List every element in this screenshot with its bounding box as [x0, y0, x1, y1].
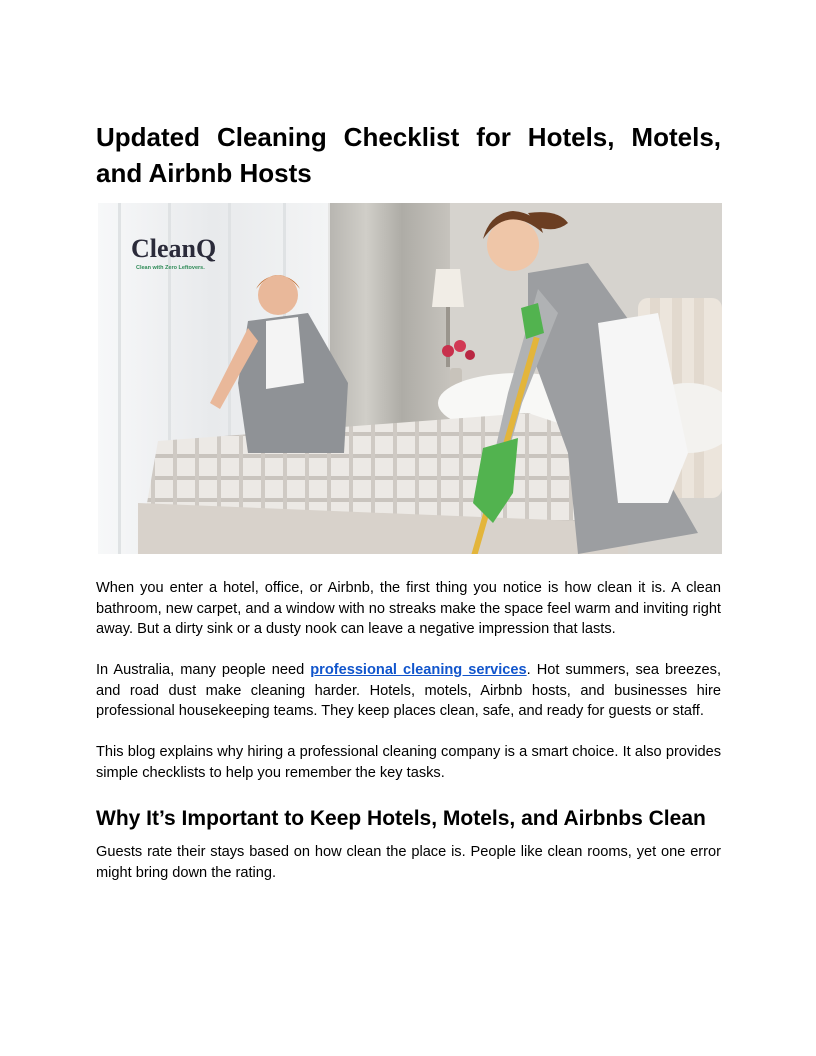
hero-photo-illustration: [98, 203, 722, 554]
section-heading-importance: Why It’s Important to Keep Hotels, Motels, and Airbnbs Clean: [96, 807, 706, 830]
hero-image: [98, 203, 722, 554]
paragraph-australia-lead: In Australia, many people need: [96, 662, 311, 678]
paragraph-intro: When you enter a hotel, office, or Airbnb, the first thing you notice is how clean it is. A clean bathroom, new carpet, and a window with no streaks make the space feel warm and inviting right away. But a dirty sink or a dusty nook can leave a negative impression that lasts.: [96, 580, 721, 637]
cleanq-logo: [131, 234, 216, 271]
paragraph-guest-ratings: Guests rate their stays based on how clean the place is. People like clean rooms, yet one error might bring down the rating.: [96, 844, 721, 881]
logo-wordmark: CleanQ: [131, 234, 217, 263]
paragraph-blog-purpose: This blog explains why hiring a professional cleaning company is a smart choice. It also provides simple checklists to help you remember the key tasks.: [96, 744, 721, 781]
professional-cleaning-services-link[interactable]: professional cleaning services: [310, 662, 527, 678]
logo-tagline: Clean with Zero Leftovers.: [136, 265, 205, 271]
paragraph-australia-rest: . Hot summers, sea breezes, and road dust make cleaning harder. Hotels, motels, Airbnb hosts, and businesses hire professional housekeeping teams. They keep places clean, safe, and ready for guests or staff.: [96, 662, 721, 719]
paragraph-australia: [96, 660, 721, 722]
article-title: Updated Cleaning Checklist for Hotels, Motels, and Airbnb Hosts: [96, 122, 721, 188]
